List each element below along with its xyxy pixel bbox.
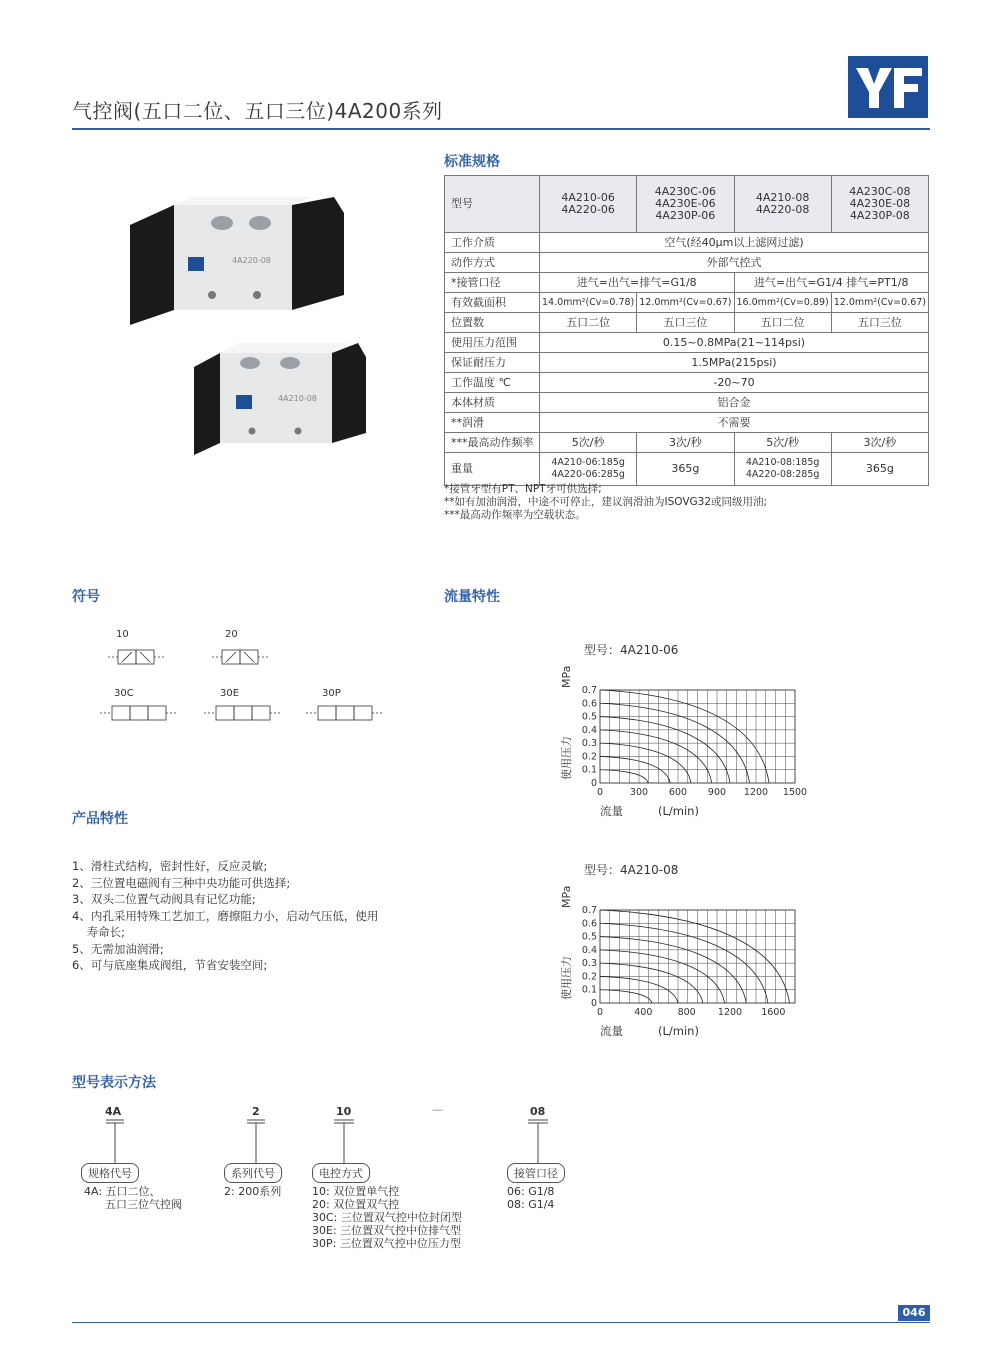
table-cell: ***最高动作频率 (445, 433, 540, 453)
table-row (445, 176, 929, 233)
symbol-label-30e: 30E (220, 688, 240, 699)
y-axis-label: 使用压力 (560, 736, 573, 780)
table-cell: 16.0mm²(Cv=0.89) (734, 293, 831, 313)
spec-notes (444, 483, 767, 522)
model-code-4a: 4A (105, 1105, 122, 1118)
table-cell: 0.15~0.8MPa(21~114psi) (540, 333, 929, 353)
x-tick-label: 1600 (761, 1007, 786, 1018)
table-cell: 365g (637, 453, 734, 486)
table-cell: 五口二位 (540, 313, 637, 333)
table-cell: 使用压力范围 (445, 333, 540, 353)
table-row (445, 333, 929, 353)
table-cell: 4A230C-08 4A230E-08 4A230P-08 (831, 176, 928, 233)
model-desc-spec: 4A: 五口二位、 五口三位气控阀 (84, 1185, 182, 1211)
x-tick-label: 0 (596, 787, 604, 798)
model-box-control: 电控方式 (312, 1163, 370, 1183)
table-cell: 4A210-08 4A220-08 (734, 176, 831, 233)
table-cell: 工作介质 (445, 233, 540, 253)
note-line: **如有加油润滑，中途不可停止，建议润滑油为ISOVG32或同级用油; (444, 496, 768, 508)
x-tick-label: 300 (629, 787, 649, 798)
table-cell: 5次/秒 (540, 433, 637, 453)
section-symbol-title: 符号 (72, 589, 100, 605)
y-unit: MPa (560, 665, 573, 688)
table-cell: 5次/秒 (734, 433, 831, 453)
model-box-port: 接管口径 (507, 1163, 565, 1183)
model-box-series: 系列代号 (224, 1163, 282, 1183)
table-row (445, 253, 929, 273)
table-cell: 五口三位 (637, 313, 734, 333)
list-item: 6、可与底座集成阀组，节省安装空间; (72, 958, 268, 972)
table-cell: 12.0mm²(Cv=0.67) (637, 293, 734, 313)
table-cell: 4A210-06 4A220-06 (540, 176, 637, 233)
page-title: 气控阀(五口二位、五口三位)4A200系列 (72, 99, 443, 123)
table-cell: 365g (831, 453, 928, 486)
y-tick-label: 0.3 (581, 738, 597, 750)
y-tick-label: 0 (590, 778, 597, 789)
y-tick-label: 0.5 (581, 711, 597, 723)
table-cell: 空气(经40μm以上滤网过滤) (540, 233, 929, 253)
y-tick-label: 0 (590, 998, 597, 1009)
table-row (445, 233, 929, 253)
valve-symbols (100, 638, 400, 733)
table-cell: 不需要 (540, 413, 929, 433)
model-box-spec: 规格代号 (81, 1163, 139, 1183)
table-cell: -20~70 (540, 373, 929, 393)
product-image-top-label: 4A220-08 (232, 256, 271, 265)
x-axis-unit: (L/min) (658, 804, 699, 818)
y-unit: MPa (560, 885, 573, 908)
y-tick-label: 0.6 (581, 698, 597, 710)
table-row (445, 453, 929, 486)
table-cell: 进气=出气=排气=G1/8 (540, 273, 735, 293)
table-row (445, 353, 929, 373)
table-cell: 五口二位 (734, 313, 831, 333)
title-rule (72, 128, 930, 130)
page-number: 046 (898, 1305, 930, 1321)
table-cell: 有效截面积 (445, 293, 540, 313)
list-item: 寿命长; (72, 925, 125, 939)
table-cell: 12.0mm²(Cv=0.67) (831, 293, 928, 313)
table-cell: 位置数 (445, 313, 540, 333)
table-cell: 型号 (445, 176, 540, 233)
table-cell: 保证耐压力 (445, 353, 540, 373)
model-code-port: 08 (530, 1105, 546, 1118)
model-code-control: 10 (336, 1105, 352, 1118)
flow-chart-4a210-08 (550, 880, 810, 1045)
series-line (600, 990, 652, 1003)
note-line: ***最高动作频率为空载状态。 (444, 509, 586, 521)
table-row (445, 373, 929, 393)
y-tick-label: 0.4 (581, 724, 597, 736)
x-tick-label: 600 (668, 787, 688, 798)
table-cell: 外部气控式 (540, 253, 929, 273)
list-item: 1、滑柱式结构，密封性好，反应灵敏; (72, 859, 268, 873)
series-line (600, 770, 648, 783)
y-tick-label: 0.7 (581, 905, 597, 916)
product-image-bottom-label: 4A210-08 (278, 394, 317, 403)
table-row (445, 293, 929, 313)
table-cell: 4A210-06:185g 4A220-06:285g (540, 453, 637, 486)
y-tick-label: 0.6 (581, 918, 597, 930)
y-axis-label: 使用压力 (560, 956, 573, 1000)
features-list (72, 858, 378, 974)
model-desc-port: 06: G1/8 08: G1/4 (507, 1185, 555, 1211)
model-desc-series: 2: 200系列 (224, 1185, 282, 1198)
table-cell: 本体材质 (445, 393, 540, 413)
table-cell: **润滑 (445, 413, 540, 433)
section-spec-title: 标准规格 (444, 154, 500, 170)
table-row (445, 393, 929, 413)
x-tick-label: 400 (634, 1007, 653, 1018)
model-desc-control: 10: 双位置单气控 20: 双位置双气控 30C: 三位置双气控中位封闭型 30E: 三位置双气控中位排气型 30P: 三位置双气控中位压力型 (312, 1185, 462, 1250)
table-cell: 动作方式 (445, 253, 540, 273)
table-cell: *接管口径 (445, 273, 540, 293)
x-tick-label: 900 (707, 787, 727, 798)
chart-2-title: 型号：4A210-08 (584, 863, 679, 877)
table-row (445, 273, 929, 293)
series-line (600, 743, 691, 783)
section-features-title: 产品特性 (72, 811, 128, 827)
x-axis-label: 流量 (600, 804, 623, 818)
model-code-series: 2 (252, 1105, 260, 1118)
x-tick-label: 1500 (782, 787, 808, 798)
list-item: 4、内孔采用特殊工艺加工，磨擦阻力小，启动气压低，使用 (72, 908, 379, 923)
spec-table (444, 175, 929, 486)
y-tick-label: 0.5 (581, 931, 597, 943)
x-tick-label: 1200 (743, 787, 769, 798)
table-cell: 重量 (445, 453, 540, 486)
x-tick-label: 0 (596, 1007, 604, 1018)
table-cell: 铝合金 (540, 393, 929, 413)
table-cell: 3次/秒 (831, 433, 928, 453)
symbol-label-10: 10 (116, 629, 129, 640)
table-cell: 五口三位 (831, 313, 928, 333)
table-row (445, 313, 929, 333)
table-row (445, 433, 929, 453)
table-cell: 4A230C-06 4A230E-06 4A230P-06 (637, 176, 734, 233)
y-tick-label: 0.7 (581, 685, 597, 696)
x-tick-label: 800 (677, 1007, 696, 1018)
brand-logo (848, 56, 928, 118)
y-tick-label: 0.1 (581, 984, 597, 996)
table-cell: 工作温度 ℃ (445, 373, 540, 393)
symbol-label-20: 20 (225, 629, 238, 640)
section-flow-title: 流量特性 (444, 589, 500, 605)
model-code-connectors (72, 1118, 592, 1168)
x-axis-label: 流量 (600, 1024, 623, 1038)
list-item: 3、双头二位置气动阀具有记忆功能; (72, 892, 256, 906)
x-axis-unit: (L/min) (658, 1024, 699, 1038)
table-cell: 进气=出气=G1/4 排气=PT1/8 (734, 273, 929, 293)
table-row (445, 413, 929, 433)
model-code-dash: — (432, 1103, 443, 1116)
symbol-label-30p: 30P (322, 688, 341, 699)
chart-1-title: 型号：4A210-06 (584, 643, 679, 657)
note-line: *接管牙型有PT、NPT牙可供选择; (444, 483, 602, 495)
table-cell: 14.0mm²(Cv=0.78) (540, 293, 637, 313)
series-line (600, 937, 746, 1003)
list-item: 5、无需加油润滑; (72, 941, 164, 956)
flow-chart-4a210-06 (550, 660, 810, 825)
table-cell: 3次/秒 (637, 433, 734, 453)
x-tick-label: 1200 (717, 1007, 743, 1018)
y-tick-label: 0.4 (581, 944, 597, 956)
y-tick-label: 0.1 (581, 764, 597, 776)
table-cell: 4A210-08:185g 4A220-08:285g (734, 453, 831, 486)
footer-rule (72, 1322, 930, 1323)
y-tick-label: 0.3 (581, 958, 597, 970)
section-model-title: 型号表示方法 (72, 1075, 156, 1091)
series-line (600, 910, 790, 1003)
table-cell: 1.5MPa(215psi) (540, 353, 929, 373)
y-tick-label: 0.2 (581, 971, 597, 983)
symbol-label-30c: 30C (114, 688, 134, 699)
y-tick-label: 0.2 (581, 751, 597, 763)
list-item: 2、三位置电磁阀有三种中央功能可供选择; (72, 875, 291, 890)
